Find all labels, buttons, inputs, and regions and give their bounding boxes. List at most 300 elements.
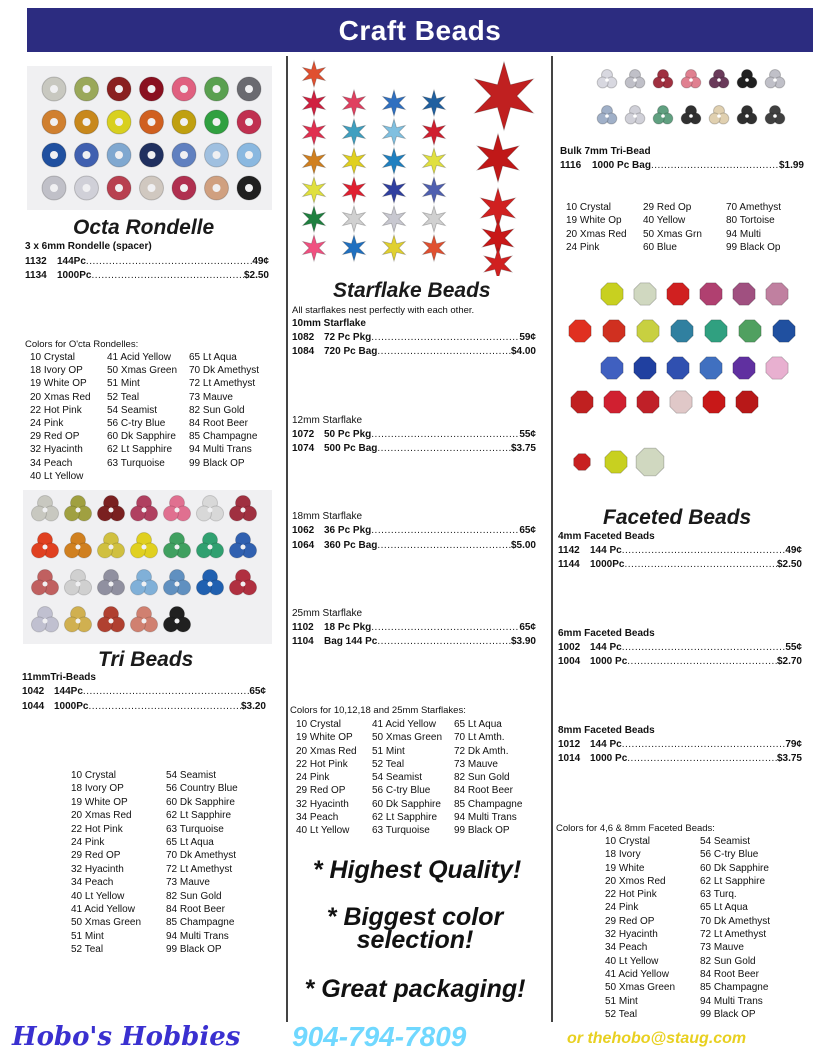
item-desc: 1000 Pc <box>590 656 628 667</box>
faceted-bead <box>605 451 627 473</box>
color-item: 10 Crystal <box>566 202 612 213</box>
leader-dots <box>627 656 777 667</box>
bead-photo-svg <box>23 490 272 644</box>
color-item: 82 Sun Gold <box>166 890 222 902</box>
octa-rondelle-bead <box>205 143 229 167</box>
price-line <box>292 332 536 343</box>
faceted-bead <box>670 391 692 413</box>
color-item: 19 White Op <box>566 215 622 227</box>
tri-bead <box>130 533 157 559</box>
leader-dots <box>86 256 252 267</box>
leader-dots <box>371 525 519 536</box>
price-line <box>292 346 536 357</box>
octa-rondelle-bead <box>75 176 99 200</box>
item-price: $2.70 <box>776 656 802 667</box>
leader-dots <box>371 622 519 633</box>
faceted-bead <box>700 283 722 305</box>
starflake-color-list <box>296 718 536 838</box>
faceted-bead <box>766 283 788 305</box>
tri-bead-7mm <box>653 70 673 89</box>
price-line <box>292 429 536 440</box>
color-item: 56 C-try Blue <box>107 417 166 429</box>
color-item: 34 Peach <box>605 942 648 954</box>
leader-dots <box>377 540 511 551</box>
item-price: 49¢ <box>252 256 269 267</box>
faceted-beads-photo <box>560 276 810 481</box>
starflake-bead <box>423 206 446 232</box>
item-price: $1.99 <box>778 160 804 171</box>
color-item: 50 Xmas Green <box>372 732 443 744</box>
octa-rondelle-title: Octa Rondelle <box>73 216 215 239</box>
color-item: 32 Hyacinth <box>30 444 83 456</box>
starflake-bead <box>383 235 406 261</box>
tri-bead-7mm <box>597 70 617 89</box>
color-item: 99 Black OP <box>454 825 510 837</box>
octa-rondelle-bead <box>237 143 261 167</box>
color-item: 73 Mauve <box>189 391 233 403</box>
color-item: 40 Lt Yellow <box>30 470 84 482</box>
octa-rondelle-bead <box>172 77 196 101</box>
tri-bead <box>97 570 124 596</box>
color-item: 63 Turquoise <box>166 823 224 835</box>
price-line <box>22 686 266 697</box>
faceted-6mm-heading: 6mm Faceted Beads <box>558 628 655 639</box>
octa-rondelle-bead <box>172 176 196 200</box>
leader-dots <box>627 753 777 764</box>
faceted-bead <box>569 320 591 342</box>
faceted-bead <box>667 357 689 379</box>
tagline-highest-quality: * Highest Quality! <box>312 856 522 884</box>
item-code: 1014 <box>558 753 581 764</box>
color-item: 82 Sun Gold <box>700 955 756 967</box>
color-item: 63 Turquoise <box>107 457 165 469</box>
color-item: 52 Teal <box>107 391 140 403</box>
faceted-bead <box>667 283 689 305</box>
item-price: 49¢ <box>785 545 802 556</box>
color-item: 40 Yellow <box>643 215 686 227</box>
color-item: 70 Amethyst <box>726 202 782 213</box>
color-item: 34 Peach <box>30 457 73 469</box>
starflake-bead <box>423 90 446 116</box>
color-item: 10 Crystal <box>30 352 76 363</box>
color-item: 54 Seamist <box>107 404 158 416</box>
octa-rondelle-bead <box>140 143 164 167</box>
item-desc: 144 Pc <box>590 739 622 750</box>
leader-dots <box>88 701 240 712</box>
item-code: 1082 <box>292 332 315 343</box>
octa-rondelle-bead <box>75 77 99 101</box>
color-item: 65 Lt Aqua <box>454 719 502 730</box>
starflake-bead <box>303 206 326 232</box>
price-line <box>558 753 802 764</box>
starflake-note: All starflakes nest perfectly with each other. <box>292 305 475 316</box>
tri-bead <box>31 533 58 559</box>
tagline-biggest-selection: * Biggest color selection! <box>326 903 504 954</box>
color-item: 73 Mauve <box>166 877 210 889</box>
color-item: 62 Lt Sapphire <box>372 812 438 824</box>
color-item: 84 Root Beer <box>700 968 759 980</box>
tri-bead <box>196 533 223 559</box>
color-item: 72 Lt Amethyst <box>189 378 256 390</box>
color-item: 60 Dk Sapphire <box>107 431 176 443</box>
item-code: 1142 <box>558 545 580 556</box>
item-price: $2.50 <box>776 559 802 570</box>
faceted-bead <box>637 320 659 342</box>
leader-dots <box>622 739 786 750</box>
color-item: 85 Champagne <box>700 982 769 994</box>
color-item: 20 Xmas Red <box>566 228 627 240</box>
tri-bead <box>64 570 91 596</box>
faceted-bead <box>705 320 727 342</box>
item-price: 65¢ <box>249 686 266 697</box>
item-price: $3.90 <box>510 636 536 647</box>
octa-rondelle-bead <box>237 176 261 200</box>
leader-dots <box>377 636 511 647</box>
tri-bead-7mm <box>625 106 645 125</box>
price-line <box>25 270 269 281</box>
faceted-beads-title: Faceted Beads <box>603 506 752 529</box>
tri-bead <box>31 496 58 522</box>
header-banner <box>27 8 813 52</box>
color-item: 32 Hyacinth <box>605 929 658 941</box>
color-item: 73 Mauve <box>700 942 744 954</box>
item-desc: 1000Pc <box>54 701 89 712</box>
item-desc: 1000 Pc Bag <box>592 160 651 171</box>
color-item: 20 Xmas Red <box>30 391 91 403</box>
color-item: 62 Lt Sapphire <box>700 875 766 887</box>
item-price: $4.00 <box>510 346 536 357</box>
leader-dots <box>622 642 786 653</box>
item-desc: 36 Pc Pkg <box>324 525 372 536</box>
color-item: 72 Lt Amethyst <box>700 929 767 941</box>
item-desc: 18 Pc Pkg <box>324 622 372 633</box>
item-price: $3.75 <box>510 443 536 454</box>
color-item: 65 Lt Aqua <box>189 352 237 363</box>
tri-bead-7mm-color-list <box>566 201 806 254</box>
tri-bead-7mm-photo <box>593 64 793 136</box>
color-item: 41 Acid Yellow <box>71 903 135 915</box>
price-line <box>292 540 536 551</box>
price-line <box>292 443 536 454</box>
faceted-bead <box>766 357 788 379</box>
octa-rondelle-bead <box>205 176 229 200</box>
leader-dots <box>83 686 249 697</box>
tri-bead <box>196 496 223 522</box>
item-price: $3.20 <box>240 701 266 712</box>
tri-bead <box>130 570 157 596</box>
starflake-25mm-heading: 25mm Starflake <box>292 608 363 619</box>
bead-photo-svg <box>593 64 793 136</box>
tri-bead <box>64 533 91 559</box>
tri-bead <box>64 496 91 522</box>
color-item: 40 Lt Yellow <box>605 955 659 967</box>
color-item: 54 Seamist <box>700 836 751 847</box>
color-item: 72 Lt Amethyst <box>166 863 233 875</box>
color-item: 94 Multi Trans <box>700 995 763 1007</box>
item-code: 1116 <box>560 160 582 171</box>
starflake-bead <box>475 62 534 130</box>
color-item: 94 Multi <box>726 228 762 240</box>
color-item: 65 Lt Aqua <box>700 902 748 914</box>
octa-rondelle-bead <box>42 176 66 200</box>
color-item: 85 Champagne <box>166 917 235 929</box>
octa-rondelle-bead <box>107 176 131 200</box>
tri-bead-7mm <box>681 106 701 125</box>
color-item: 24 Pink <box>605 902 639 914</box>
tri-bead <box>97 496 124 522</box>
starflake-bead <box>343 177 366 203</box>
item-price: 59¢ <box>519 332 536 343</box>
color-item: 40 Lt Yellow <box>71 890 125 902</box>
item-code: 1132 <box>25 256 47 267</box>
item-desc: 72 Pc Pkg <box>324 332 372 343</box>
color-item: 82 Sun Gold <box>454 772 510 784</box>
faceted-bead <box>703 391 725 413</box>
starflake-bead <box>383 206 406 232</box>
tri-bead-7mm <box>681 70 701 89</box>
faceted-bead <box>601 357 623 379</box>
item-price: 79¢ <box>785 739 802 750</box>
price-line <box>558 545 802 556</box>
faceted-bead <box>739 320 761 342</box>
color-item: 99 Black OP <box>700 1008 756 1020</box>
color-item: 51 Mint <box>71 930 104 942</box>
color-item: 51 Mint <box>605 995 638 1007</box>
color-item: 19 White OP <box>296 732 353 744</box>
tagline-great-packaging: * Great packaging! <box>304 975 526 1003</box>
item-price: $3.75 <box>776 753 802 764</box>
color-item: 80 Tortoise <box>726 215 775 227</box>
color-item: 20 Xmas Red <box>296 745 357 757</box>
item-price: 65¢ <box>519 622 536 633</box>
color-item: 24 Pink <box>71 836 105 848</box>
starflake-bead <box>423 177 446 203</box>
color-item: 24 Pink <box>296 772 330 784</box>
color-item: 63 Turquoise <box>372 825 430 837</box>
starflake-bead <box>303 148 326 174</box>
faceted-bead <box>601 283 623 305</box>
faceted-bead <box>604 391 626 413</box>
item-code: 1102 <box>292 622 314 633</box>
octa-rondelle-bead <box>75 143 99 167</box>
color-item: 70 Dk Amethyst <box>189 365 260 377</box>
tri-bead <box>97 533 124 559</box>
price-line <box>292 525 536 536</box>
color-item: 84 Root Beer <box>189 417 248 429</box>
starflake-title: Starflake Beads <box>333 279 491 302</box>
color-item: 63 Turq. <box>700 889 737 901</box>
color-item: 40 Lt Yellow <box>296 825 350 837</box>
octa-colors-heading: Colors for O'cta Rondelles: <box>25 339 139 350</box>
color-item: 56 Country Blue <box>166 783 238 795</box>
item-desc: 144 Pc <box>590 545 622 556</box>
starflake-bead <box>423 119 446 145</box>
item-desc: 144 Pc <box>590 642 622 653</box>
starflake-bead <box>343 119 366 145</box>
leader-dots <box>91 270 243 281</box>
price-line <box>292 622 536 633</box>
bead-photo-svg <box>27 66 272 210</box>
item-code: 1042 <box>22 686 45 697</box>
color-item: 85 Champagne <box>189 431 258 443</box>
tri-bead <box>31 607 58 633</box>
color-item: 72 Dk Amth. <box>454 745 509 757</box>
starflake-bead <box>303 61 326 87</box>
starflake-bead <box>343 235 366 261</box>
starflake-bead <box>303 177 326 203</box>
tri-bead <box>229 570 256 596</box>
color-item: 29 Red OP <box>296 785 346 797</box>
octa-rondelle-bead <box>42 143 66 167</box>
tri-bead <box>31 570 58 596</box>
item-code: 1012 <box>558 739 581 750</box>
leader-dots <box>624 559 776 570</box>
color-item: 94 Multi Trans <box>166 930 229 942</box>
item-price: 55¢ <box>785 642 802 653</box>
price-line <box>292 636 536 647</box>
color-item: 10 Crystal <box>71 770 117 781</box>
faceted-4mm-heading: 4mm Faceted Beads <box>558 531 655 542</box>
color-item: 99 Black Op <box>726 241 781 253</box>
color-item: 99 Black OP <box>189 457 245 469</box>
octa-rondelle-bead <box>205 77 229 101</box>
color-item: 29 Red Op <box>643 202 692 213</box>
color-item: 50 Xmas Green <box>71 917 142 929</box>
octa-rondelle-bead <box>107 110 131 134</box>
octa-color-list <box>30 351 269 483</box>
item-code: 1074 <box>292 443 315 454</box>
tri-bead-7mm <box>709 106 729 125</box>
leader-dots <box>651 160 779 171</box>
tri-beads-subtitle: 11mmTri-Beads <box>22 672 96 683</box>
price-line <box>25 256 269 267</box>
starflake-bead <box>303 119 326 145</box>
color-item: 10 Crystal <box>605 836 651 847</box>
faceted-bead <box>733 357 755 379</box>
color-item: 52 Teal <box>605 1008 638 1020</box>
faceted-colors-heading: Colors for 4,6 & 8mm Faceted Beads: <box>556 823 715 834</box>
faceted-bead <box>603 320 625 342</box>
octa-rondelle-bead <box>237 77 261 101</box>
color-item: 19 White OP <box>71 796 128 808</box>
item-price: $5.00 <box>510 540 536 551</box>
tri-bead <box>97 607 124 633</box>
price-line <box>22 701 266 712</box>
item-code: 1072 <box>292 429 315 440</box>
color-item: 60 Dk Sapphire <box>166 796 235 808</box>
color-item: 84 Root Beer <box>454 785 513 797</box>
starflake-18mm-heading: 18mm Starflake <box>292 511 363 522</box>
color-item: 62 Lt Sapphire <box>166 810 232 822</box>
tri-bead <box>130 607 157 633</box>
tri-bead-7mm <box>597 106 617 125</box>
tri-bead <box>163 533 190 559</box>
item-price: 55¢ <box>519 429 536 440</box>
starflake-colors-heading: Colors for 10,12,18 and 25mm Starflakes: <box>290 705 466 716</box>
color-item: 41 Acid Yellow <box>107 352 171 363</box>
starflake-bead <box>423 235 446 261</box>
item-code: 1002 <box>558 642 581 653</box>
color-item: 56 C-try Blue <box>700 849 759 861</box>
item-code: 1064 <box>292 540 315 551</box>
color-item: 60 Dk Sapphire <box>700 862 769 874</box>
tri-beads-photo <box>23 490 272 644</box>
tri-bead <box>163 570 190 596</box>
faceted-bead <box>634 357 656 379</box>
item-code: 1062 <box>292 525 315 536</box>
starflake-bead <box>303 90 326 116</box>
faceted-bead <box>733 283 755 305</box>
color-item: 50 Xmas Grn <box>643 228 702 240</box>
item-price: 65¢ <box>519 525 536 536</box>
bead-photo-svg <box>560 276 810 481</box>
octa-rondelle-bead <box>75 110 99 134</box>
color-item: 56 C-try Blue <box>372 785 431 797</box>
color-item: 70 Dk Amethyst <box>166 850 237 862</box>
faceted-bead <box>637 391 659 413</box>
tri-bead-7mm <box>625 70 645 89</box>
starflake-bead <box>383 90 406 116</box>
tri-bead-7mm <box>653 106 673 125</box>
starflake-bead <box>343 206 366 232</box>
item-desc: 500 Pc Bag <box>324 443 378 454</box>
color-item: 54 Seamist <box>166 770 217 781</box>
color-item: 52 Teal <box>71 944 104 956</box>
color-item: 32 Hyacinth <box>71 863 124 875</box>
starflake-bead <box>477 134 519 182</box>
octa-rondelle-bead <box>42 77 66 101</box>
price-line <box>558 656 802 667</box>
tri-bead <box>163 607 190 633</box>
octa-rondelle-photo <box>27 66 272 210</box>
footer-store-name: Hobo's Hobbies <box>12 1022 241 1052</box>
color-item: 54 Seamist <box>372 772 423 784</box>
tri-bead <box>130 496 157 522</box>
color-item: 99 Black OP <box>166 944 222 956</box>
leader-dots <box>371 429 519 440</box>
column-divider-right <box>551 56 553 1022</box>
item-desc: 50 Pc Pkg <box>324 429 372 440</box>
tri-bead <box>229 496 256 522</box>
starflake-12mm-heading: 12mm Starflake <box>292 415 363 426</box>
faceted-bead <box>700 357 722 379</box>
starflake-bead <box>343 148 366 174</box>
tri-bead-7mm-subtitle: Bulk 7mm Tri-Bead <box>560 146 651 157</box>
color-item: 82 Sun Gold <box>189 404 245 416</box>
color-item: 94 Multi Trans <box>454 812 517 824</box>
faceted-bead <box>634 283 656 305</box>
item-desc: 720 Pc Bag <box>324 346 378 357</box>
footer-email: or thehobo@staug.com <box>567 1030 747 1047</box>
color-item: 51 Mint <box>372 745 405 757</box>
tri-bead <box>229 533 256 559</box>
item-code: 1044 <box>22 701 45 712</box>
item-code: 1084 <box>292 346 315 357</box>
tri-bead-7mm <box>765 106 785 125</box>
color-item: 22 Hot Pink <box>296 758 348 770</box>
faceted-bead <box>571 391 593 413</box>
item-code: 1144 <box>558 559 580 570</box>
color-item: 94 Multi Trans <box>189 444 252 456</box>
octa-rondelle-bead <box>172 110 196 134</box>
item-price: $2.50 <box>243 270 269 281</box>
color-item: 34 Peach <box>71 877 114 889</box>
color-item: 70 Dk Amethyst <box>700 915 771 927</box>
price-line <box>558 642 802 653</box>
price-line <box>558 559 802 570</box>
color-item: 85 Champagne <box>454 798 523 810</box>
color-item: 73 Mauve <box>454 758 498 770</box>
